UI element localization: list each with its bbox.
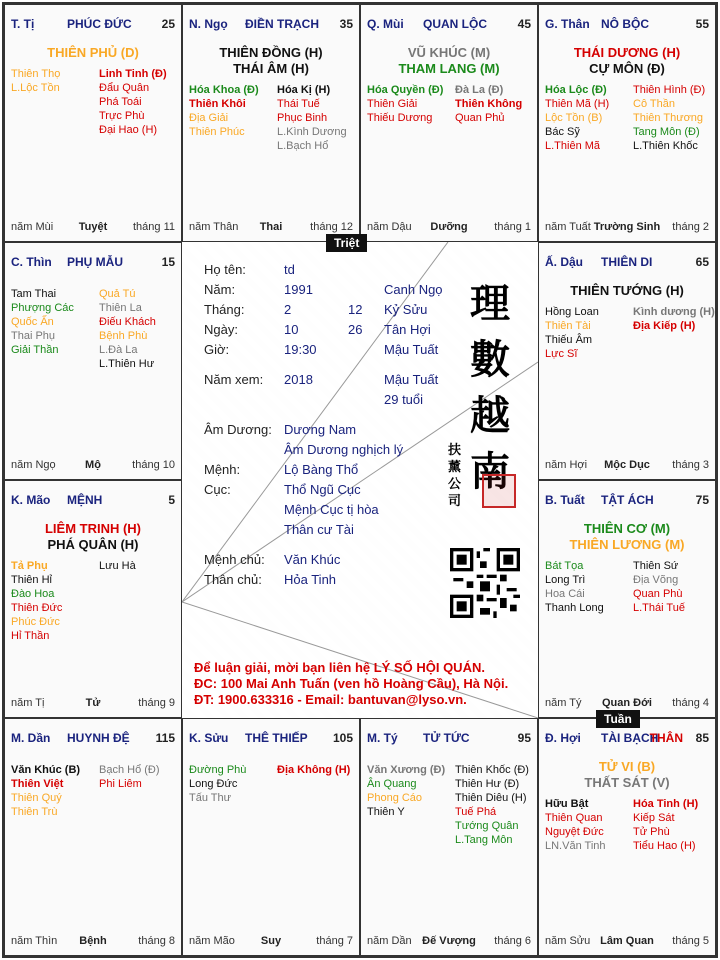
minor-star: Kiếp Sát [633,812,675,824]
palace-year: năm Ngọ [11,459,56,471]
minor-star: Lưu Hà [99,560,136,572]
main-stars [539,45,715,77]
minor-star: L.Đà La [99,344,138,356]
palace-title: ĐIỀN TRẠCH [245,17,319,31]
minor-star: Thiên Mã (H) [545,98,610,110]
minor-star: Phúc Đức [11,616,60,628]
palace-age: 15 [161,255,175,269]
main-star: THÁI DƯƠNG (H) [573,45,681,60]
minor-star: Thiên Không [455,98,523,110]
minor-star: Bát Tọa [545,560,584,572]
menh-value: Lộ Bàng Thổ [284,462,359,477]
than-chu-label: Thân chủ: [204,572,262,587]
minor-stars-right [633,83,705,153]
palace-month: tháng 7 [316,935,353,947]
palace-year: năm Mão [189,935,235,947]
palace-header [367,17,531,33]
palace-branch: M. Tý [367,731,398,745]
palace-header [11,255,175,271]
minor-stars-left [367,83,443,125]
palace-header [367,731,531,747]
palace-branch: Q. Mùi [367,17,404,31]
minor-star: Thái Tuế [277,98,320,110]
palace-phu-mau [4,242,182,480]
hour-can: Mậu Tuất [384,342,439,357]
minor-stars-right [277,763,350,777]
contact-address: ĐC: 100 Mai Anh Tuấn (ven hồ Hoàng Cầu), Hà Nội. [194,676,509,691]
minor-stars-left [545,797,606,853]
palace-year: năm Thân [189,221,239,233]
palace-header [189,731,353,747]
minor-star: Thiên Quan [545,812,603,824]
red-seal-icon [482,474,516,508]
palace-header [545,17,709,33]
palace-year: năm Thìn [11,935,58,947]
minor-star: Đào Hoa [11,588,55,600]
palace-footer [11,935,175,949]
minor-star: Tam Thai [11,288,57,300]
palace-phase: Thai [259,221,283,233]
minor-star: Hóa Kị (H) [277,84,331,96]
palace-phase: Trường Sinh [593,221,661,233]
palace-footer [545,459,709,473]
palace-month: tháng 2 [672,221,709,233]
palace-year: năm Hợi [545,459,588,471]
minor-star: L.Kình Dương [277,126,347,138]
main-stars [361,45,537,77]
palace-year: năm Tý [545,697,582,709]
minor-star: Thiếu Âm [545,334,593,346]
palace-phase: Suy [260,935,282,947]
minor-star: Hóa Khoa (Đ) [189,84,259,96]
center-info-panel [182,242,538,718]
minor-star: Hữu Bật [545,798,589,810]
minor-star: Hoa Cái [545,588,585,600]
minor-star: L.Bạch Hổ [277,140,329,152]
month-label: Tháng: [204,302,245,317]
minor-star: Lực Sĩ [545,348,578,360]
minor-star: Phi Liêm [99,778,142,790]
minor-star: Thiên Giải [367,98,418,110]
minor-star: Tả Phụ [11,560,48,572]
main-star: THIÊN TƯỚNG (H) [570,283,684,298]
main-star: THẤT SÁT (V) [584,775,670,790]
main-star: LIÊM TRINH (H) [44,521,142,536]
palace-month: tháng 6 [494,935,531,947]
main-stars [183,45,359,77]
minor-star: Linh Tinh (Đ) [99,68,167,80]
minor-stars-left [11,763,80,819]
palace-branch: B. Tuất [545,493,585,507]
palace-header [545,255,709,271]
palace-branch: Đ. Hợi [545,731,581,745]
palace-footer [545,697,709,711]
minor-stars-left [367,763,445,819]
palace-footer [189,935,353,949]
palace-phase: Quan Đới [602,697,652,709]
main-star: THIÊN LƯƠNG (M) [569,537,685,552]
palace-month: tháng 4 [672,697,709,709]
palace-title: MỆNH [67,493,103,507]
minor-star: Kình dương (H) [633,306,715,318]
minor-star: Thiên Quý [11,792,62,804]
minor-star: Văn Khúc (B) [11,764,81,776]
minor-star: Thiên Hình (Đ) [633,84,706,96]
minor-star: Bạch Hổ (Đ) [99,764,160,776]
year-value: 1991 [284,282,313,297]
palace-month: tháng 11 [132,221,175,233]
palace-thien-di [538,242,716,480]
palace-age: 95 [517,731,531,745]
minor-stars-left [545,305,599,361]
main-star: VŨ KHÚC (M) [407,45,491,60]
day-can: Tân Hợi [384,322,431,337]
than-cu: Thân cư Tài [284,522,354,537]
minor-star: Thiên Hư (Đ) [455,778,520,790]
palace-year: năm Dậu [367,221,412,233]
minor-star: Phong Cáo [367,792,423,804]
minor-star: Đại Hao (H) [99,124,158,136]
minor-star: Long Trì [545,574,586,586]
minor-star: Địa Võng [633,574,679,586]
minor-star: Thiên Diêu (H) [455,792,527,804]
minor-stars-right [277,83,347,153]
palace-footer [189,221,353,235]
palace-header [11,17,175,33]
minor-star: Hóa Quyền (Đ) [367,84,444,96]
palace-month: tháng 12 [310,221,353,233]
main-star: THIÊN CƠ (M) [583,521,671,536]
palace-title: THÊ THIẾP [245,731,308,745]
minor-stars-left [189,763,246,805]
minor-star: Nguyệt Đức [545,826,604,838]
minor-star: L.Thiên Mã [545,140,601,152]
palace-year: năm Dần [367,935,412,947]
minor-stars-right [455,763,529,847]
palace-phase: Mộ [85,459,101,471]
palace-huynh-de [4,718,182,956]
palace-year: năm Mùi [11,221,54,233]
calligraphy-char: 南 [470,448,510,495]
view-year-value: 2018 [284,372,313,387]
minor-star: Điếu Khách [99,316,156,328]
day-label: Ngày: [204,322,238,337]
minor-stars-left [545,83,609,153]
minor-star: Thiên Hỉ [11,574,52,586]
palace-header [189,17,353,33]
contact-phone-email: ĐT: 1900.633316 - Email: bantuvan@lyso.vn. [194,692,467,707]
palace-no-boc [538,4,716,242]
minor-star: Thiên Đức [11,602,63,614]
palace-age: 5 [168,493,175,507]
minor-star: L.Thiên Khốc [633,140,698,152]
minor-stars-right [99,559,136,573]
palace-phase: Dưỡng [430,221,468,233]
menh-chu-value: Văn Khúc [284,552,341,567]
palace-footer [545,221,709,235]
main-star: PHÁ QUÂN (H) [47,537,139,552]
palace-month: tháng 10 [132,459,175,471]
main-star: TỬ VI (B) [598,759,656,774]
palace-header [11,493,175,509]
palace-footer [11,221,175,235]
palace-branch: K. Sửu [189,731,229,745]
palace-age: 65 [695,255,709,269]
main-stars [539,521,715,553]
palace-title: QUAN LỘC [423,17,487,31]
minor-star: Tang Môn (Đ) [633,126,700,138]
minor-star: Thiên Việt [11,778,64,790]
view-year-can: Mậu Tuất [384,372,439,387]
minor-star: Tướng Quân [455,820,519,832]
main-stars [5,521,181,553]
minor-stars-left [11,559,62,643]
minor-stars-left [11,287,74,357]
minor-star: Thai Phụ [11,330,56,342]
palace-header [545,731,709,747]
minor-stars-right [99,287,156,371]
day-lunar: 26 [348,322,363,337]
minor-star: L.Thiên Hư [99,358,155,370]
minor-star: L.Thái Tuế [633,602,685,614]
am-duong-label: Âm Dương: [204,422,272,437]
month-lunar: 12 [348,302,363,317]
palace-age: 85 [695,731,709,745]
palace-phase: Đế Vượng [422,935,476,947]
palace-dien-trach [182,4,360,242]
palace-branch: Ấ. Dậu [545,255,584,269]
palace-tai-bach [538,718,716,956]
minor-star: Phục Binh [277,112,328,124]
palace-footer [367,935,531,949]
cuc-relation: Mệnh Cục tị hòa [284,502,379,517]
minor-star: Quan Phủ [455,112,505,124]
palace-age: 115 [155,731,175,745]
minor-stars-right [633,797,698,853]
minor-star: Địa Không (H) [277,764,351,776]
main-star: THÁI ÂM (H) [233,61,309,76]
palace-title: NÔ BỘC [601,17,649,31]
name-value: td [284,262,295,277]
minor-stars-left [11,67,60,95]
age-value: 29 tuổi [384,392,424,407]
palace-age: 45 [517,17,531,31]
palace-year: năm Tuất [545,221,591,233]
minor-star: Lộc Tồn (B) [545,112,603,124]
palace-title: HUYNH ĐỆ [67,731,130,745]
minor-stars-left [545,559,604,615]
palace-branch: C. Thìn [11,255,52,269]
palace-year: năm Sửu [545,935,591,947]
minor-star: Giải Thần [11,344,59,356]
minor-star: Thiếu Dương [367,112,433,124]
minor-star: Phượng Các [11,302,74,314]
minor-star: Bệnh Phù [99,330,148,342]
hour-value: 19:30 [284,342,317,357]
minor-star: Văn Xương (Đ) [367,764,446,776]
palace-month: tháng 8 [138,935,175,947]
palace-phase: Tuyệt [78,221,108,233]
view-year-label: Năm xem: [204,372,264,387]
am-duong-value: Dương Nam [284,422,357,437]
seal-text: 扶 薰 公 司 [448,443,462,509]
palace-footer [545,935,709,949]
minor-star: Quan Phù [633,588,683,600]
palace-phase: Lâm Quan [600,935,654,947]
main-stars [539,283,715,299]
contact-line-1: Để luận giải, mời bạn liên hệ LÝ SỐ HỘI QUÁN. [194,660,485,675]
minor-star: Thiên Trù [11,806,58,818]
year-can: Canh Ngọ [384,282,443,297]
day-value: 10 [284,322,299,337]
month-value: 2 [284,302,292,317]
palace-month: tháng 9 [138,697,175,709]
palace-branch: N. Ngọ [189,17,228,31]
palace-age: 105 [332,731,353,745]
minor-star: Thiên Khôi [189,98,246,110]
minor-star: Long Đức [189,778,238,790]
palace-phase: Tử [85,697,101,709]
palace-header [545,493,709,509]
minor-star: L.Tang Môn [455,834,513,846]
main-star: THAM LANG (M) [398,61,500,76]
minor-star: Địa Giải [189,112,229,124]
main-star: THIÊN PHỦ (D) [47,45,139,60]
palace-branch: T. Tị [11,17,35,31]
minor-stars-right [99,763,160,791]
minor-star: Tiểu Hao (H) [633,840,696,852]
minor-star: Thiên Phúc [189,126,245,138]
palace-title: TỬ TỨC [423,731,470,745]
minor-stars-right [633,559,685,615]
minor-stars-right [99,67,167,137]
palace-menh [4,480,182,718]
palace-month: tháng 3 [672,459,709,471]
palace-the-thiep [182,718,360,956]
calligraphy-char: 理 [470,280,510,327]
than-chu-value: Hỏa Tinh [284,572,337,587]
minor-star: Trực Phù [99,110,145,122]
cuc-label: Cục: [204,482,231,497]
palace-footer [11,697,175,711]
minor-star: Phá Toái [99,96,142,108]
minor-star: Thiên Thương [633,112,704,124]
minor-stars-right [633,305,715,333]
month-can: Kỷ Sửu [384,302,428,317]
minor-stars-left [189,83,259,139]
year-label: Năm: [204,282,236,297]
minor-star: Đà La (Đ) [455,84,504,96]
palace-title: THIÊN DI [601,255,653,269]
name-label: Họ tên: [204,262,246,277]
palace-tu-tuc [360,718,538,956]
palace-branch: M. Dần [11,731,51,745]
minor-star: Đường Phù [189,764,247,776]
minor-star: Thiên Khốc (Đ) [455,764,529,776]
palace-title: PHỤ MẪU [67,255,123,269]
minor-star: Hóa Lộc (Đ) [545,84,607,96]
calligraphy-char: 越 [470,392,510,439]
minor-star: Thiên Y [367,806,405,818]
minor-star: Tuế Phá [455,806,497,818]
menh-chu-label: Mệnh chủ: [204,552,265,567]
minor-star: L.Lộc Tồn [11,82,60,94]
palace-title: TẬT ÁCH [601,493,654,507]
minor-star: Bác Sỹ [545,126,580,138]
minor-star: Thiên La [99,302,142,314]
main-star: CỰ MÔN (Đ) [589,61,665,76]
palace-month: tháng 1 [494,221,531,233]
main-stars [5,45,181,61]
palace-quan-loc [360,4,538,242]
cuc-value: Thổ Ngũ Cục [284,482,361,497]
tuan-marker: Tuần [596,710,640,728]
palace-tat-ach [538,480,716,718]
palace-phase: Bệnh [79,935,107,947]
minor-star: Thanh Long [545,602,604,614]
main-stars [539,759,715,791]
minor-star: Hồng Loan [545,306,599,318]
calligraphy-char: 數 [470,336,510,383]
palace-footer [367,221,531,235]
palace-footer [11,459,175,473]
palace-than-marker: THÂN [649,731,683,745]
minor-star: Quốc Ấn [11,316,54,328]
palace-header [11,731,175,747]
palace-age: 55 [695,17,709,31]
palace-title: PHÚC ĐỨC [67,17,132,31]
palace-month: tháng 5 [672,935,709,947]
minor-star: Đẩu Quân [99,82,150,94]
minor-star: Thiên Sứ [633,560,679,572]
palace-branch: K. Mão [11,493,51,507]
minor-star: Hỉ Thần [11,630,50,642]
minor-star: Thiên Tài [545,320,591,332]
palace-age: 35 [339,17,353,31]
palace-year: năm Tị [11,697,45,709]
minor-star: Ân Quang [367,778,417,790]
palace-age: 25 [161,17,175,31]
minor-stars-right [455,83,522,125]
minor-star: Hóa Tinh (H) [633,798,699,810]
qr-code-icon [450,548,520,618]
palace-branch: G. Thân [545,17,590,31]
hour-label: Giờ: [204,342,230,357]
main-star: THIÊN ĐỒNG (H) [219,45,323,60]
palace-age: 75 [695,493,709,507]
minor-star: Thiên Thọ [11,68,61,80]
minor-star: Cô Thần [633,98,675,110]
menh-label: Mệnh: [204,462,241,477]
am-duong-note: Âm Dương nghịch lý [284,442,404,457]
triet-marker: Triệt [326,234,367,252]
minor-star: Địa Kiếp (H) [633,320,696,332]
palace-title: TÀI BẠCH [601,731,659,745]
minor-star: Tử Phù [633,826,670,838]
minor-star: Tấu Thư [189,792,232,804]
minor-star: Quả Tú [99,288,136,300]
minor-star: LN.Văn Tinh [545,840,606,852]
palace-phase: Mộc Dục [604,459,650,471]
palace-phuc-duc [4,4,182,242]
